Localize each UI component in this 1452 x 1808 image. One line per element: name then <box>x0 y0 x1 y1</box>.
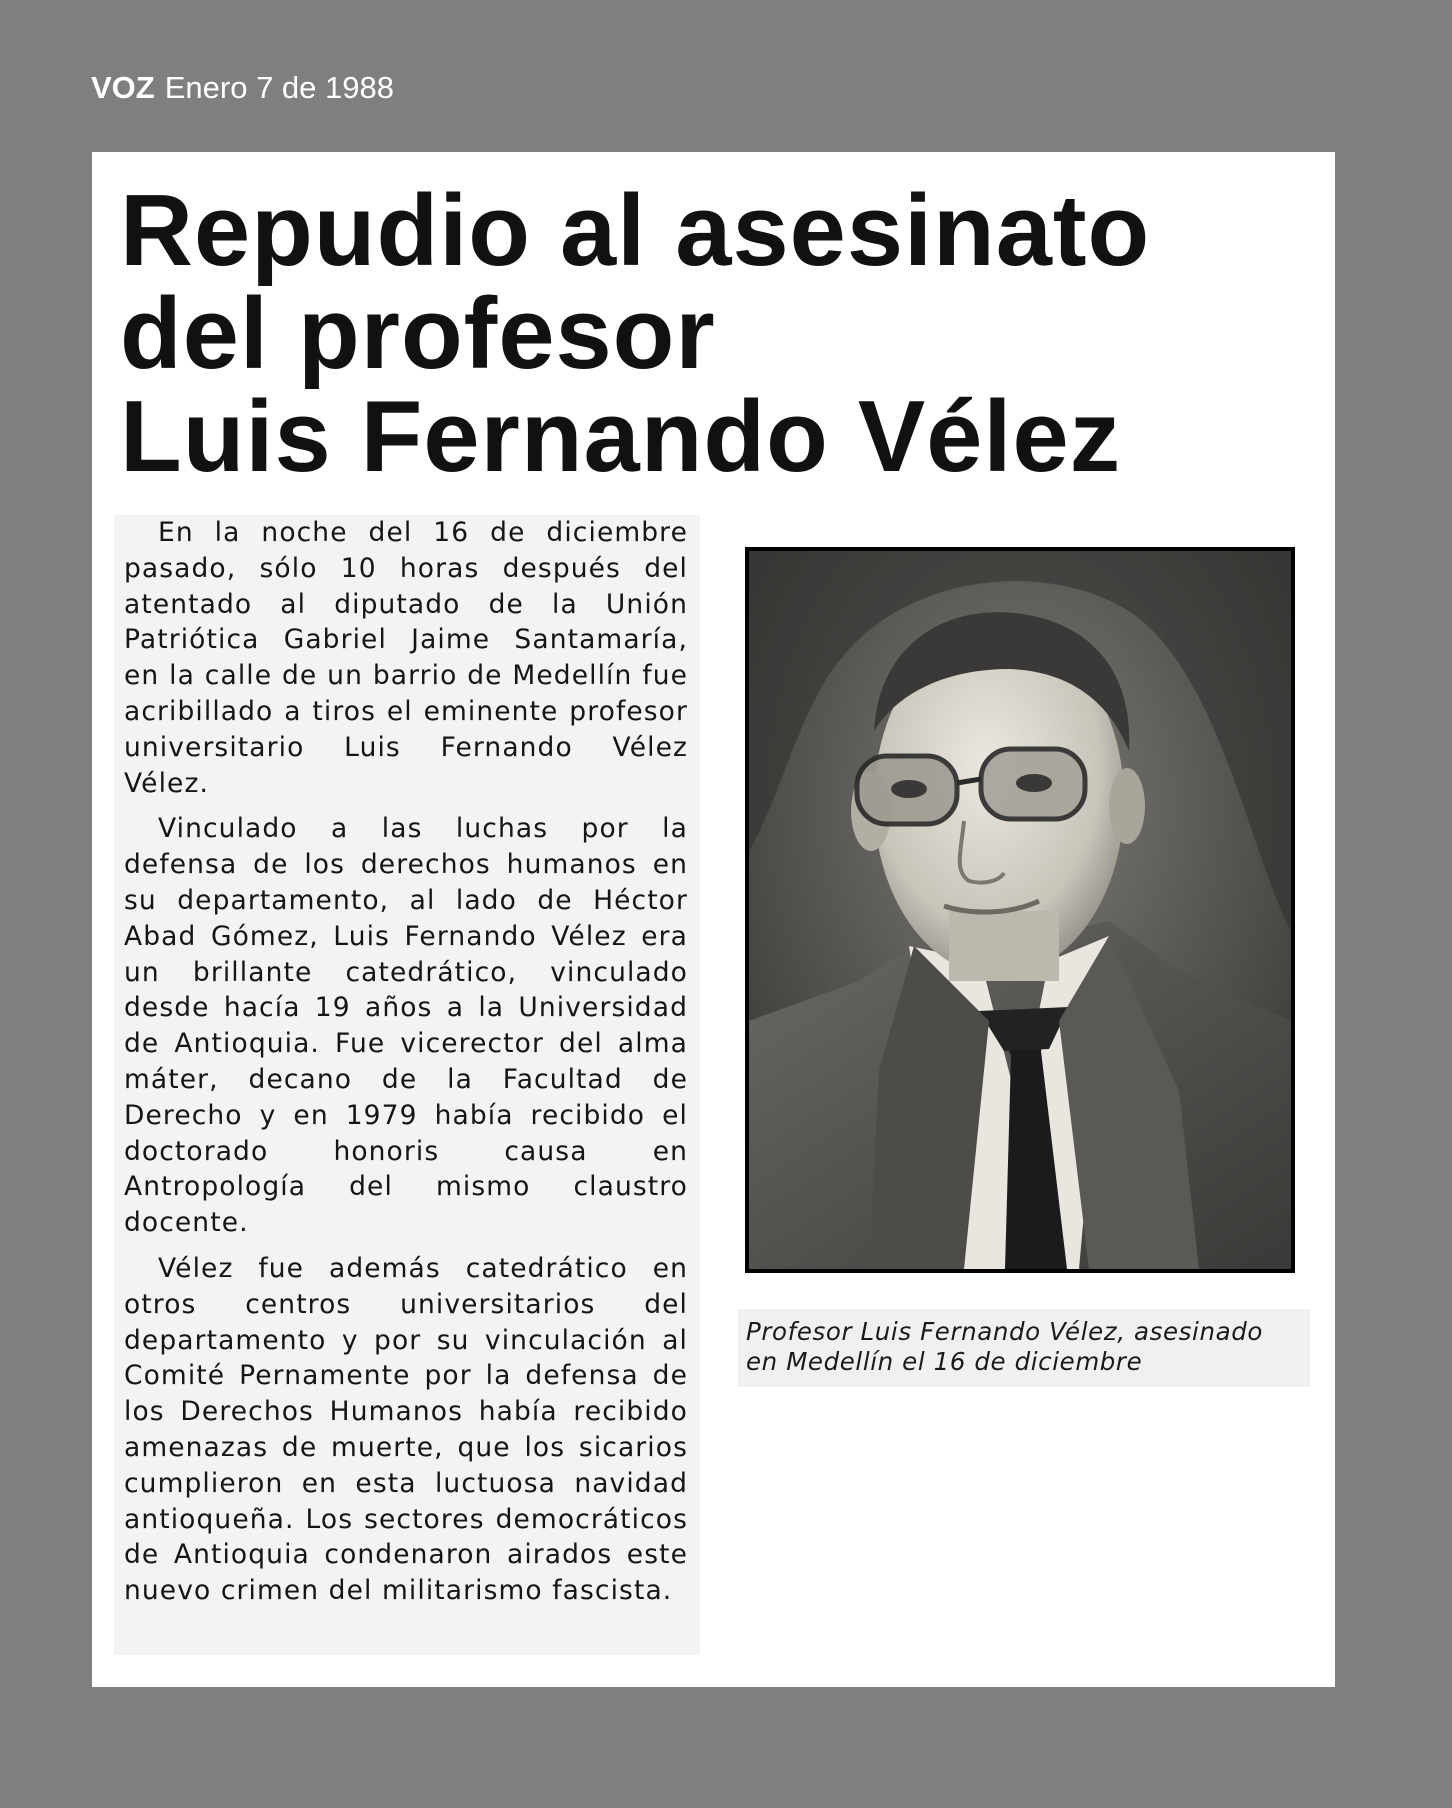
headline-line-3: Luis Fernando Vélez <box>120 381 1122 493</box>
headline-line-1: Repudio al asesinato <box>120 175 1151 287</box>
publication-name: VOZ <box>91 70 155 105</box>
portrait-photo <box>745 547 1295 1273</box>
article-body <box>114 515 700 1655</box>
portrait-illustration <box>749 551 1291 1269</box>
article-paragraph-3: Vélez fue además catedrático en otros centros universitarios del departamento y por su vinculación al Comité Pernamente por la defensa de los Derechos Humanos había recibido amenazas de muerte, que los sicarios cumplieron en esta luctuosa navidad antioqueña. Los sectores democráticos de Antioquia condenaron airados este nuevo crimen del militarismo fascista. <box>124 1252 688 1607</box>
article-paragraph-2: Vinculado a las luchas por la defensa de los derechos humanos en su departamento, al lado de Héctor Abad Gómez, Luis Fernando Vélez era un brillante catedrático, vinculado desde hacía 19 años a la Universidad de Antioquia. Fue vicerector del alma máter, decano de la Facultad de Derecho y en 1979 había recibido el doctorado honoris causa en Antropología del mismo claustro docente. <box>124 813 688 1239</box>
photo-caption-text: Profesor Luis Fernando Vélez, asesinado en Medellín el 16 de diciembre <box>746 1317 1263 1376</box>
headline-line-2: del profesor <box>120 278 716 390</box>
newspaper-clipping <box>92 152 1335 1687</box>
photo-caption <box>738 1309 1310 1387</box>
source-line <box>91 70 394 106</box>
article-paragraph-1: En la noche del 16 de diciembre pasado, sólo 10 horas después del atentado al diputado de la Unión Patriótica Gabriel Jaime Santamaría, en la calle de un barrio de Medellín fue acribillado a tiros el eminente profesor universitario Luis Fernando Vélez Vélez. <box>124 517 688 799</box>
headline <box>120 175 1270 493</box>
publication-date: Enero 7 de 1988 <box>164 70 394 105</box>
